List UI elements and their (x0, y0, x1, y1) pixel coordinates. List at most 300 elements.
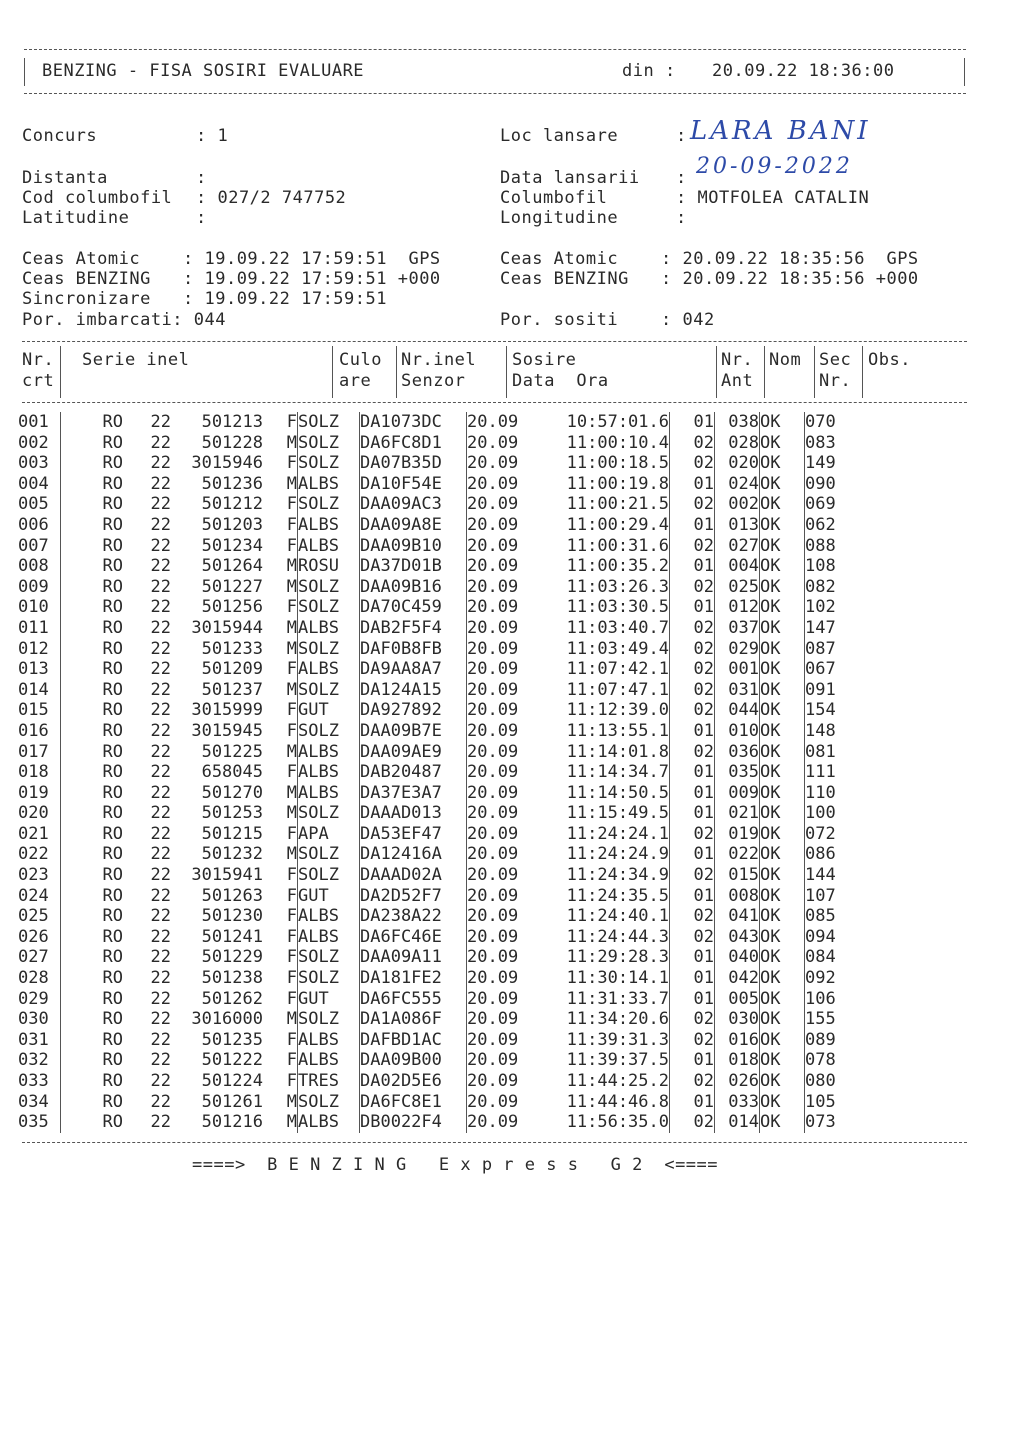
nominal-cell: 004 (715, 556, 760, 577)
color-cell: SOLZ (298, 494, 360, 515)
sec-status-cell: OK (760, 618, 805, 639)
table-row (18, 989, 855, 1010)
arrival-time-cell: 11:31:33.7 (539, 989, 670, 1010)
obs-cell: 080 (805, 1071, 836, 1091)
sex-cell: F (263, 824, 298, 845)
ring-country-cell: RO (102, 535, 123, 556)
antenna-nr-cell: 01 (670, 989, 715, 1010)
ring-number-cell: 501227 (201, 576, 263, 597)
sex-cell: F (263, 412, 298, 433)
antenna-nr-cell: 01 (670, 762, 715, 783)
arrival-time-cell: 11:15:49.5 (539, 803, 670, 824)
arrival-time-cell: 11:34:20.6 (539, 1009, 670, 1030)
sec-status-cell: OK (760, 536, 805, 557)
sec-status-cell: OK (760, 906, 805, 927)
sensor-ring-cell: DA1073DC (360, 412, 467, 433)
col-header-sec-nr: Nr. (819, 371, 852, 391)
nominal-cell: 021 (715, 803, 760, 824)
ring-number-cell: 501262 (201, 988, 263, 1009)
sensor-ring-cell: DA02D5E6 (360, 1071, 467, 1092)
arrival-date-cell: 20.09 (467, 947, 519, 968)
arrival-date-cell: 20.09 (467, 844, 519, 865)
color-cell: SOLZ (298, 1009, 360, 1030)
obs-cell: 087 (805, 638, 836, 659)
sec-status-cell: OK (760, 597, 805, 618)
sec-status-cell: OK (760, 700, 805, 721)
ring-number-cell: 3015941 (191, 865, 263, 886)
ring-number-cell: 501203 (201, 514, 263, 535)
antenna-nr-cell: 01 (670, 886, 715, 907)
sec-status-cell: OK (760, 1071, 805, 1092)
table-row (18, 515, 855, 536)
sec-status-cell: OK (760, 947, 805, 968)
col-header-culoare-2: are (339, 371, 372, 391)
nominal-cell: 016 (715, 1030, 760, 1051)
sensor-ring-cell: DA238A22 (360, 906, 467, 927)
table-row (18, 906, 855, 927)
antenna-nr-cell: 01 (670, 803, 715, 824)
obs-cell: 105 (805, 1091, 836, 1112)
arrival-date-cell: 20.09 (467, 823, 519, 844)
sex-cell: F (263, 453, 298, 474)
ring-year-cell: 22 (150, 720, 171, 741)
arrival-date-cell: 20.09 (467, 988, 519, 1009)
sec-status-cell: OK (760, 453, 805, 474)
ring-year-cell: 22 (150, 782, 171, 803)
color-cell: APA (298, 824, 360, 845)
obs-cell: 084 (805, 947, 836, 968)
color-cell: ALBS (298, 927, 360, 948)
sex-cell: M (263, 783, 298, 804)
row-nr-cell: 021 (18, 824, 61, 845)
din-label: din : (622, 61, 676, 81)
antenna-nr-cell: 02 (670, 700, 715, 721)
arrival-date-cell: 20.09 (467, 885, 519, 906)
arrival-time-cell: 11:03:30.5 (539, 597, 670, 618)
sex-cell: M (263, 556, 298, 577)
ring-number-cell: 3015999 (191, 700, 263, 721)
color-cell: ALBS (298, 474, 360, 495)
sec-status-cell: OK (760, 1050, 805, 1071)
concurs-value: : 1 (196, 126, 229, 146)
nominal-cell: 009 (715, 783, 760, 804)
sex-cell: M (263, 1112, 298, 1133)
sensor-ring-cell: DA37D01B (360, 556, 467, 577)
nominal-cell: 040 (715, 947, 760, 968)
row-nr-cell: 018 (18, 762, 61, 783)
obs-cell: 062 (805, 514, 836, 535)
row-nr-cell: 004 (18, 474, 61, 495)
sex-cell: F (263, 515, 298, 536)
sensor-ring-cell: DA1A086F (360, 1009, 467, 1030)
arrival-date-cell: 20.09 (467, 762, 519, 783)
sensor-ring-cell: DAF0B8FB (360, 639, 467, 660)
din-value: 20.09.22 18:36:00 (712, 61, 895, 81)
obs-cell: 090 (805, 473, 836, 494)
title-left-border (24, 58, 25, 86)
sec-status-cell: OK (760, 577, 805, 598)
ring-number-cell: 501213 (201, 412, 263, 432)
color-cell: ALBS (298, 742, 360, 763)
sex-cell: F (263, 927, 298, 948)
loc-lansare-colon: : (676, 126, 687, 146)
sensor-ring-cell: DA2D52F7 (360, 886, 467, 907)
sensor-ring-cell: DA37E3A7 (360, 783, 467, 804)
color-cell: SOLZ (298, 947, 360, 968)
sex-cell: M (263, 680, 298, 701)
nominal-cell: 043 (715, 927, 760, 948)
nominal-cell: 026 (715, 1071, 760, 1092)
row-nr-cell: 032 (18, 1050, 61, 1071)
arrival-time-cell: 11:24:34.9 (539, 865, 670, 886)
ceas-benzing-end: Ceas BENZING : 20.09.22 18:35:56 +000 (500, 269, 919, 289)
ring-year-cell: 22 (150, 535, 171, 556)
antenna-nr-cell: 01 (670, 947, 715, 968)
ring-country-cell: RO (102, 803, 123, 824)
ring-number-cell: 501224 (201, 1071, 263, 1091)
sex-cell: M (263, 577, 298, 598)
color-cell: ALBS (298, 536, 360, 557)
nominal-cell: 033 (715, 1092, 760, 1113)
table-row (18, 659, 855, 680)
arrival-time-cell: 11:07:47.1 (539, 680, 670, 701)
sex-cell: F (263, 494, 298, 515)
ring-year-cell: 22 (150, 803, 171, 824)
sec-status-cell: OK (760, 639, 805, 660)
ring-number-cell: 501216 (201, 1112, 263, 1133)
nominal-cell: 013 (715, 515, 760, 536)
antenna-nr-cell: 02 (670, 927, 715, 948)
obs-cell: 091 (805, 679, 836, 700)
ring-year-cell: 22 (150, 597, 171, 618)
obs-cell: 111 (805, 762, 836, 783)
ring-number-cell: 501232 (201, 844, 263, 865)
obs-cell: 106 (805, 988, 836, 1009)
obs-cell: 100 (805, 803, 836, 824)
arrival-date-cell: 20.09 (467, 597, 519, 618)
arrival-time-cell: 11:07:42.1 (539, 659, 670, 680)
table-row (18, 886, 855, 907)
arrival-date-cell: 20.09 (467, 576, 519, 597)
color-cell: SOLZ (298, 844, 360, 865)
arrival-time-cell: 11:24:35.5 (539, 886, 670, 907)
ring-country-cell: RO (102, 597, 123, 618)
col-header-crt: crt (22, 371, 55, 391)
ring-country-cell: RO (102, 865, 123, 886)
ring-country-cell: RO (102, 947, 123, 968)
footer-benzing-express: ====> B E N Z I N G E x p r e s s G 2 <==== (192, 1155, 719, 1175)
sensor-ring-cell: DA70C459 (360, 597, 467, 618)
nominal-cell: 012 (715, 597, 760, 618)
arrival-time-cell: 10:57:01.6 (539, 412, 670, 433)
row-nr-cell: 011 (18, 618, 61, 639)
sensor-ring-cell: DAB2F5F4 (360, 618, 467, 639)
ring-year-cell: 22 (150, 968, 171, 989)
row-nr-cell: 023 (18, 865, 61, 886)
row-nr-cell: 019 (18, 783, 61, 804)
obs-cell: 148 (805, 720, 836, 741)
arrival-time-cell: 11:44:46.8 (539, 1092, 670, 1113)
ring-number-cell: 501230 (201, 906, 263, 927)
ring-number-cell: 501233 (201, 638, 263, 659)
table-row (18, 803, 855, 824)
sensor-ring-cell: DA12416A (360, 844, 467, 865)
arrival-date-cell: 20.09 (467, 617, 519, 638)
ring-year-cell: 22 (150, 1050, 171, 1071)
title-top-border (24, 49, 966, 50)
longitudine-value: : (676, 208, 687, 228)
row-nr-cell: 007 (18, 536, 61, 557)
antenna-nr-cell: 02 (670, 494, 715, 515)
ring-country-cell: RO (102, 1029, 123, 1050)
col-header-serie-inel: Serie inel (82, 350, 190, 370)
col-header-culoare-1: Culo (339, 350, 382, 370)
ring-year-cell: 22 (150, 906, 171, 927)
color-cell: SOLZ (298, 433, 360, 454)
table-row (18, 1092, 855, 1113)
ring-year-cell: 22 (150, 988, 171, 1009)
arrival-time-cell: 11:00:19.8 (539, 474, 670, 495)
sensor-ring-cell: DAA09B00 (360, 1050, 467, 1071)
arrival-date-cell: 20.09 (467, 720, 519, 741)
sec-status-cell: OK (760, 886, 805, 907)
sec-status-cell: OK (760, 474, 805, 495)
sensor-ring-cell: DA6FC8D1 (360, 433, 467, 454)
obs-cell: 154 (805, 700, 836, 721)
ring-country-cell: RO (102, 638, 123, 659)
ring-number-cell: 501235 (201, 1029, 263, 1050)
nominal-cell: 038 (715, 412, 760, 433)
nominal-cell: 041 (715, 906, 760, 927)
sex-cell: F (263, 721, 298, 742)
antenna-nr-cell: 01 (670, 721, 715, 742)
arrival-date-cell: 20.09 (467, 1009, 519, 1030)
ring-country-cell: RO (102, 556, 123, 577)
table-row (18, 1112, 855, 1133)
arrival-date-cell: 20.09 (467, 494, 519, 515)
antenna-nr-cell: 01 (670, 1092, 715, 1113)
ring-number-cell: 501237 (201, 679, 263, 700)
ring-country-cell: RO (102, 988, 123, 1009)
arrival-time-cell: 11:39:31.3 (539, 1030, 670, 1051)
row-nr-cell: 002 (18, 433, 61, 454)
sec-status-cell: OK (760, 968, 805, 989)
sex-cell: M (263, 474, 298, 495)
table-row (18, 844, 855, 865)
sex-cell: F (263, 1071, 298, 1092)
sex-cell: F (263, 906, 298, 927)
porumbei-sositi: Por. sositi : 042 (500, 310, 715, 330)
sec-status-cell: OK (760, 556, 805, 577)
arrival-date-cell: 20.09 (467, 1029, 519, 1050)
ring-number-cell: 501256 (201, 597, 263, 618)
arrival-date-cell: 20.09 (467, 782, 519, 803)
cod-value: : 027/2 747752 (196, 188, 347, 208)
ring-number-cell: 501209 (201, 659, 263, 680)
row-nr-cell: 030 (18, 1009, 61, 1030)
ring-number-cell: 501229 (201, 947, 263, 968)
sex-cell: F (263, 886, 298, 907)
table-row (18, 680, 855, 701)
sincronizare: Sincronizare : 19.09.22 17:59:51 (22, 289, 387, 309)
row-nr-cell: 035 (18, 1112, 61, 1133)
sensor-ring-cell: DAAAD02A (360, 865, 467, 886)
table-header-top-border (22, 341, 967, 342)
sensor-ring-cell: DA6FC46E (360, 927, 467, 948)
ring-number-cell: 501261 (201, 1091, 263, 1112)
sec-status-cell: OK (760, 844, 805, 865)
sex-cell: M (263, 844, 298, 865)
ring-year-cell: 22 (150, 865, 171, 886)
ring-year-cell: 22 (150, 926, 171, 947)
loc-lansare-label: Loc lansare (500, 126, 619, 146)
arrival-time-cell: 11:13:55.1 (539, 721, 670, 742)
obs-cell: 082 (805, 576, 836, 597)
sensor-ring-cell: DAA09AE9 (360, 742, 467, 763)
table-header-bottom-border (22, 402, 967, 403)
sex-cell: F (263, 762, 298, 783)
ring-year-cell: 22 (150, 762, 171, 783)
antenna-nr-cell: 02 (670, 453, 715, 474)
arrival-time-cell: 11:00:35.2 (539, 556, 670, 577)
arrival-date-cell: 20.09 (467, 432, 519, 453)
sex-cell: F (263, 989, 298, 1010)
color-cell: ALBS (298, 1050, 360, 1071)
arrival-time-cell: 11:14:34.7 (539, 762, 670, 783)
color-cell: SOLZ (298, 680, 360, 701)
ring-number-cell: 501263 (201, 885, 263, 906)
ring-country-cell: RO (102, 617, 123, 638)
ceas-atomic-end: Ceas Atomic : 20.09.22 18:35:56 GPS (500, 249, 919, 269)
table-row (18, 947, 855, 968)
ring-number-cell: 501234 (201, 535, 263, 556)
col-header-nr: Nr. (22, 350, 55, 370)
row-nr-cell: 020 (18, 803, 61, 824)
table-row (18, 597, 855, 618)
col-header-nr-inel: Nr.inel (401, 350, 477, 370)
ring-country-cell: RO (102, 762, 123, 783)
col-header-sosire: Sosire (512, 350, 577, 370)
arrival-time-cell: 11:24:24.9 (539, 844, 670, 865)
row-nr-cell: 003 (18, 453, 61, 474)
sec-status-cell: OK (760, 433, 805, 454)
title-bottom-border (24, 93, 966, 94)
color-cell: ALBS (298, 783, 360, 804)
antenna-nr-cell: 01 (670, 515, 715, 536)
antenna-nr-cell: 02 (670, 1071, 715, 1092)
ring-year-cell: 22 (150, 432, 171, 453)
ring-country-cell: RO (102, 720, 123, 741)
sex-cell: M (263, 639, 298, 660)
row-nr-cell: 027 (18, 947, 61, 968)
sec-status-cell: OK (760, 865, 805, 886)
arrival-time-cell: 11:24:24.1 (539, 824, 670, 845)
row-nr-cell: 022 (18, 844, 61, 865)
row-nr-cell: 005 (18, 494, 61, 515)
columbofil-label: Columbofil (500, 188, 608, 208)
data-lansarii-label: Data lansarii (500, 168, 640, 188)
obs-cell: 078 (805, 1050, 836, 1071)
ring-number-cell: 501241 (201, 926, 263, 947)
color-cell: SOLZ (298, 453, 360, 474)
ring-country-cell: RO (102, 741, 123, 762)
table-row (18, 536, 855, 557)
distanta-label: Distanta (22, 168, 108, 188)
ring-country-cell: RO (102, 1050, 123, 1071)
nominal-cell: 029 (715, 639, 760, 660)
antenna-nr-cell: 02 (670, 639, 715, 660)
table-bottom-border (22, 1142, 967, 1143)
ring-country-cell: RO (102, 844, 123, 865)
table-row (18, 721, 855, 742)
sensor-ring-cell: DAA09B16 (360, 577, 467, 598)
table-row (18, 1009, 855, 1030)
ring-year-cell: 22 (150, 1112, 171, 1133)
antenna-nr-cell: 01 (670, 474, 715, 495)
ring-country-cell: RO (102, 432, 123, 453)
porumbei-imbarcati: Por. imbarcati: 044 (22, 310, 226, 330)
ring-country-cell: RO (102, 782, 123, 803)
table-row (18, 742, 855, 763)
row-nr-cell: 029 (18, 989, 61, 1010)
ring-country-cell: RO (102, 968, 123, 989)
sec-status-cell: OK (760, 762, 805, 783)
sensor-ring-cell: DA181FE2 (360, 968, 467, 989)
arrival-time-cell: 11:24:44.3 (539, 927, 670, 948)
sex-cell: M (263, 742, 298, 763)
ring-number-cell: 501264 (201, 556, 263, 577)
nominal-cell: 035 (715, 762, 760, 783)
color-cell: GUT (298, 989, 360, 1010)
row-nr-cell: 028 (18, 968, 61, 989)
arrival-date-cell: 20.09 (467, 473, 519, 494)
ring-year-cell: 22 (150, 473, 171, 494)
row-nr-cell: 033 (18, 1071, 61, 1092)
col-header-nr-ant: Nr. (721, 350, 754, 370)
sensor-ring-cell: DAA09B10 (360, 536, 467, 557)
color-cell: SOLZ (298, 803, 360, 824)
obs-cell: 072 (805, 823, 836, 844)
arrival-time-cell: 11:03:49.4 (539, 639, 670, 660)
row-nr-cell: 006 (18, 515, 61, 536)
obs-cell: 089 (805, 1029, 836, 1050)
sex-cell: F (263, 536, 298, 557)
arrival-date-cell: 20.09 (467, 1050, 519, 1071)
table-row (18, 639, 855, 660)
ring-year-cell: 22 (150, 741, 171, 762)
arrival-time-cell: 11:29:28.3 (539, 947, 670, 968)
row-nr-cell: 026 (18, 927, 61, 948)
ring-number-cell: 3015945 (191, 720, 263, 741)
ring-year-cell: 22 (150, 1091, 171, 1112)
nominal-cell: 018 (715, 1050, 760, 1071)
arrival-date-cell: 20.09 (467, 638, 519, 659)
obs-cell: 144 (805, 865, 836, 886)
arrival-time-cell: 11:24:40.1 (539, 906, 670, 927)
arrival-time-cell: 11:00:31.6 (539, 536, 670, 557)
ring-country-cell: RO (102, 514, 123, 535)
nominal-cell: 028 (715, 433, 760, 454)
nominal-cell: 001 (715, 659, 760, 680)
sec-status-cell: OK (760, 659, 805, 680)
row-nr-cell: 034 (18, 1092, 61, 1113)
sec-status-cell: OK (760, 494, 805, 515)
sex-cell: M (263, 803, 298, 824)
obs-cell: 070 (805, 412, 836, 432)
row-nr-cell: 012 (18, 639, 61, 660)
antenna-nr-cell: 02 (670, 1112, 715, 1133)
col-header-sec: Sec (819, 350, 852, 370)
